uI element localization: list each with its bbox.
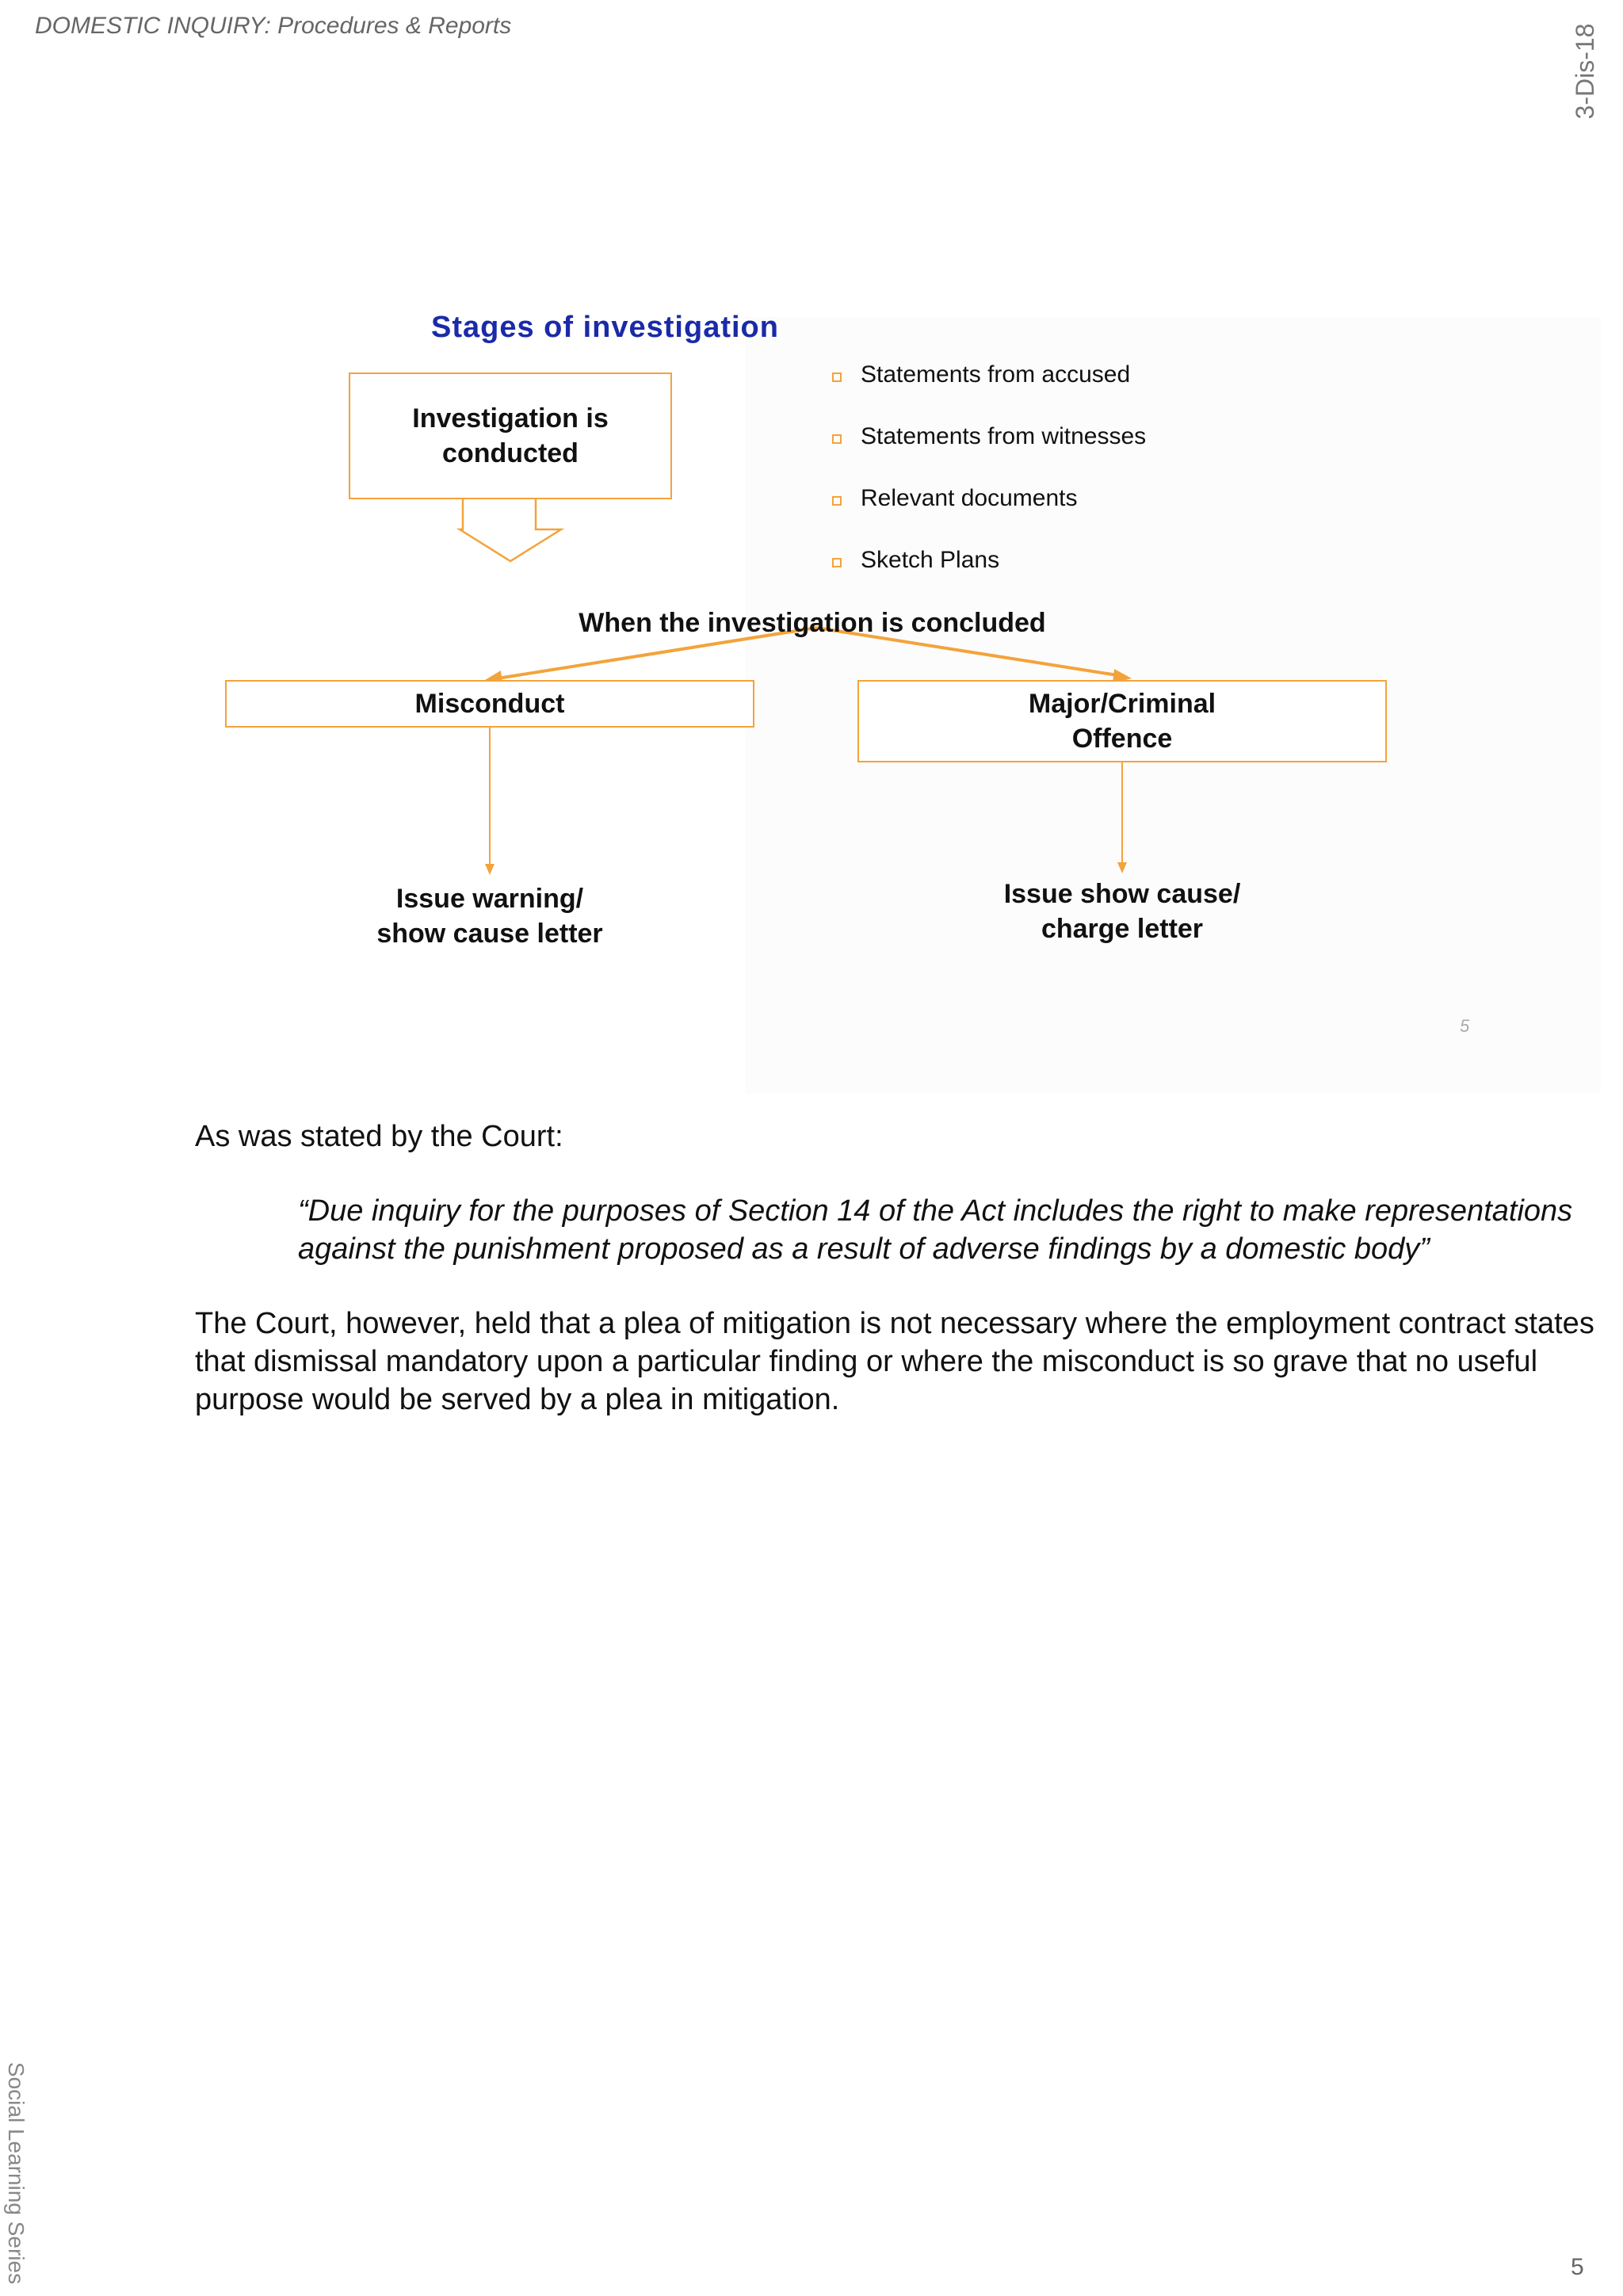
left-down-arrowhead	[485, 864, 495, 875]
down-block-arrow	[460, 499, 561, 561]
court-quote: “Due inquiry for the purposes of Section 14 of the Act includes the right to make representations against the punishment proposed as a result of adverse findings by a domestic body”	[298, 1194, 1573, 1266]
misconduct-box	[225, 680, 754, 728]
criminal-offence-label-line2: Offence	[1071, 724, 1173, 754]
list-item: Relevant documents	[832, 485, 1146, 547]
square-bullet-icon	[832, 372, 842, 382]
evidence-list	[832, 361, 1146, 609]
right-down-arrowhead	[1117, 862, 1127, 873]
criminal-offence-box	[857, 680, 1387, 762]
branch-label: When the investigation is concluded	[579, 608, 1046, 638]
square-bullet-icon	[832, 434, 842, 444]
side-series-label: Social Learning Series	[4, 2061, 29, 2285]
list-item: Statements from accused	[832, 361, 1146, 423]
list-item: Sketch Plans	[832, 547, 1146, 609]
page-number: 5	[1571, 2254, 1584, 2280]
criminal-offence-label-line1: Major/Criminal	[1028, 689, 1216, 719]
left-outcome-label: Issue warning/ show cause letter	[376, 884, 603, 949]
list-item: Statements from witnesses	[832, 423, 1146, 485]
slide-number: 5	[1460, 1016, 1470, 1036]
investigation-box-label: Investigation is conducted	[412, 403, 609, 468]
diagram-connectors	[0, 0, 1623, 1030]
intro-text: As was stated by the Court:	[195, 1120, 563, 1153]
square-bullet-icon	[832, 558, 842, 567]
side-date-label: 3-Dis-18	[1571, 23, 1599, 120]
misconduct-box-label: Misconduct	[414, 689, 565, 719]
right-outcome-label: Issue show cause/ charge letter	[1003, 879, 1241, 944]
diagram-title: Stages of investigation	[431, 311, 779, 344]
square-bullet-icon	[832, 496, 842, 506]
mitigation-paragraph: The Court, however, held that a plea of mitigation is not necessary where the employment contract states that dismissal mandatory upon a particular finding or where the misconduct is so grave that no useful purpose would be served by a plea in mitigation.	[195, 1307, 1594, 1416]
document-header-title: DOMESTIC INQUIRY: Procedures & Reports	[35, 13, 512, 39]
